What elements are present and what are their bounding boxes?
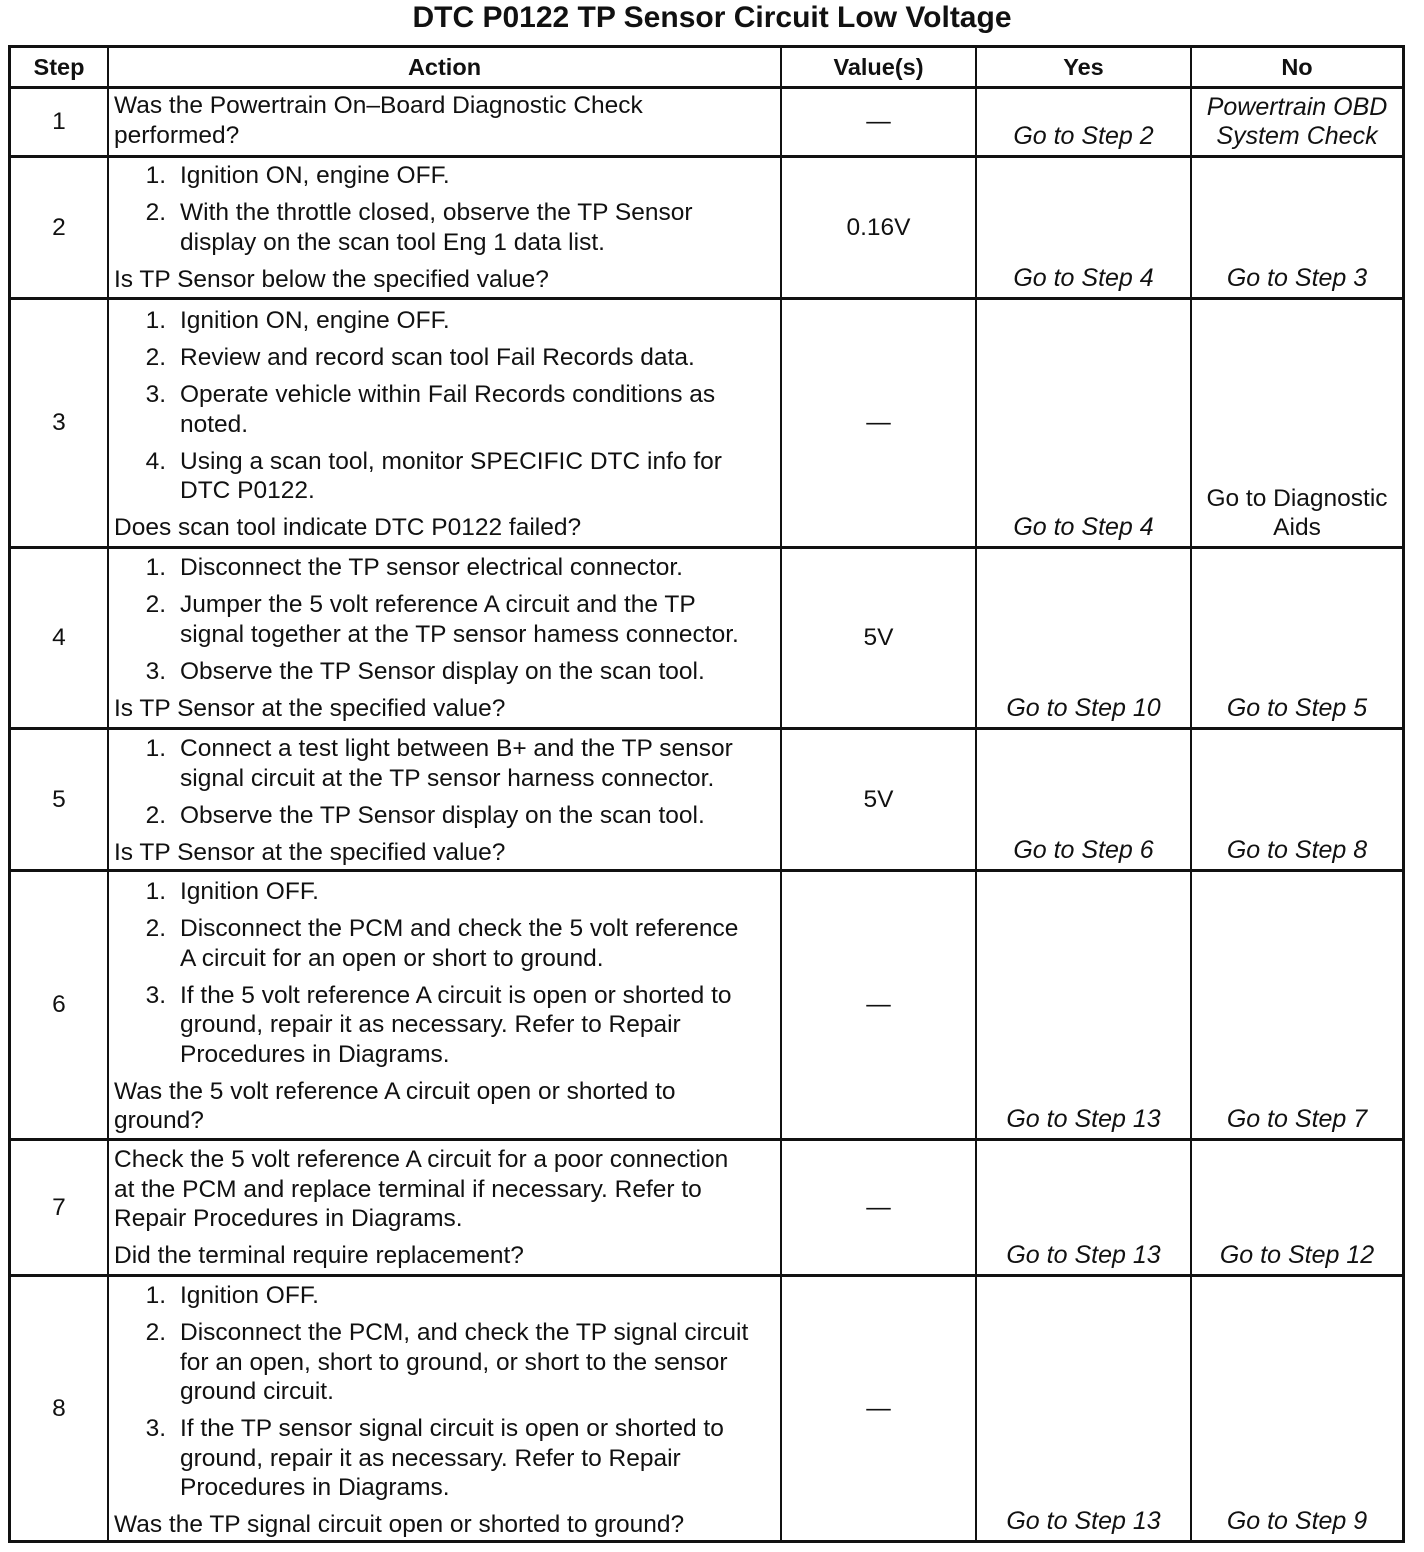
yes-result: Go to Step 13 [1006,1241,1161,1269]
action-step-number: 1. [145,735,166,762]
step-number: 7 [52,1193,66,1221]
yes-result: Go to Step 10 [1006,694,1161,722]
header-yes-label: Yes [1063,53,1104,80]
action-step [114,981,774,1070]
no-result: Go to Step 8 [1226,836,1368,864]
action-step-number: 3. [145,981,166,1009]
action-step [114,380,774,439]
header-values-label: Value(s) [833,53,924,80]
yes-result: Go to Step 4 [1013,513,1154,541]
step-cell [11,730,107,869]
action-step-text: Ignition ON, engine OFF. [180,307,450,334]
yes-cell [975,1141,1190,1274]
action-step [114,343,774,373]
header-step-label: Step [33,53,85,80]
action-step-text: Ignition ON, engine OFF. [180,162,450,189]
action-cell [107,872,780,1138]
diagnostic-table [8,45,1405,1543]
action-step-text: Disconnect the TP sensor electrical connector. [180,554,683,581]
action-cell [107,1141,780,1274]
no-cell [1190,730,1402,869]
value-cell [780,158,975,297]
no-result: Go to Step 3 [1226,264,1368,292]
action-step-text: Operate vehicle within Fail Records conditions as noted. [180,381,716,438]
step-cell [11,872,107,1138]
action-paragraph: Check the 5 volt reference A circuit for a poor connection at the PCM and replace terminal if necessary. Refer to Repair Procedures in Diagrams. [114,1146,729,1232]
table-row [11,727,1402,869]
action-step [114,553,774,583]
no-cell [1190,1141,1402,1274]
action-step-number: 1. [145,307,166,334]
no-result: Powertrain OBD System Check [1206,92,1388,150]
action-question: Was the TP signal circuit open or shorted to ground? [114,1511,685,1538]
action-cell [107,549,780,727]
yes-cell [975,1277,1190,1540]
action-step-text: Observe the TP Sensor display on the scan tool. [180,801,705,829]
table-row [11,1138,1402,1274]
no-result: Go to Step 5 [1226,694,1368,722]
step-number: 8 [52,1394,66,1422]
action-cell [107,300,780,546]
table-row [11,155,1402,297]
table-row [11,1274,1402,1540]
value-text: — [866,1394,891,1422]
value-cell [780,1141,975,1274]
value-text: — [866,991,891,1019]
table-row [11,869,1402,1138]
action-step-number: 3. [145,381,166,408]
action-step [114,914,774,973]
no-cell [1190,300,1402,546]
step-cell [11,549,107,727]
yes-result: Go to Step 6 [1013,836,1154,864]
action-cell [107,1277,780,1540]
action-step-number: 2. [145,199,166,226]
action-step [114,1281,774,1311]
action-question: Is TP Sensor at the specified value? [114,838,506,866]
action-step [114,801,774,831]
header-no-label: No [1281,53,1313,80]
action-step-number: 2. [145,1319,166,1346]
action-step-text: Review and record scan tool Fail Records data. [180,344,695,371]
yes-cell [975,300,1190,546]
yes-cell [975,730,1190,869]
step-number: 2 [52,213,66,241]
value-text: 0.16V [846,213,911,241]
step-cell [11,1277,107,1540]
action-step-text: With the throttle closed, observe the TP Sensor display on the scan tool Eng 1 data list. [180,199,693,256]
value-text: — [866,108,891,136]
yes-cell [975,872,1190,1138]
action-step-number: 1. [145,162,166,189]
step-number: 4 [52,624,66,652]
no-cell [1190,872,1402,1138]
value-cell [780,549,975,727]
action-step-number: 1. [145,554,166,581]
no-cell [1190,1277,1402,1540]
action-step-text: Ignition OFF. [180,1282,319,1309]
no-result: Go to Step 7 [1226,1105,1368,1133]
step-number: 6 [52,991,66,1019]
no-cell [1190,158,1402,297]
action-step [114,657,774,687]
action-step-text: Disconnect the PCM and check the 5 volt reference A circuit for an open or short to ground. [180,915,739,972]
table-row [11,86,1402,155]
value-text: — [866,1193,891,1221]
action-step-text: Ignition OFF. [180,878,319,905]
action-step-number: 4. [145,447,166,475]
value-text: 5V [863,624,894,652]
action-question: Did the terminal require replacement? [114,1242,524,1269]
action-cell [107,158,780,297]
action-question: Does scan tool indicate DTC P0122 failed? [114,514,582,541]
header-action-label: Action [407,53,482,80]
header-yes [975,48,1190,86]
header-row [11,48,1402,86]
no-result: Go to Diagnostic Aids [1206,484,1388,541]
action-step [114,161,774,191]
value-cell [780,730,975,869]
table-row [11,546,1402,727]
action-step-text: If the TP sensor signal circuit is open or shorted to ground, repair it as necessary. Refer to Repair Procedures in Diagrams. [180,1415,724,1501]
table-row [11,297,1402,546]
action-step-number: 3. [145,657,166,685]
step-cell [11,89,107,155]
value-text: — [866,409,891,437]
action-step [114,1414,774,1503]
yes-cell [975,549,1190,727]
action-cell [107,730,780,869]
step-number: 3 [52,409,66,437]
action-step-text: Observe the TP Sensor display on the scan tool. [180,657,705,685]
action-step-number: 2. [145,801,166,829]
header-step [11,48,107,86]
action-step-text: Jumper the 5 volt reference A circuit and the TP signal together at the TP sensor hamess connector. [180,591,739,648]
action-step [114,306,774,336]
action-question: Is TP Sensor below the specified value? [114,265,549,293]
value-cell [780,300,975,546]
action-step-number: 3. [145,1415,166,1442]
yes-result: Go to Step 4 [1013,264,1154,292]
yes-result: Go to Step 13 [1006,1105,1161,1133]
header-values [780,48,975,86]
no-result: Go to Step 9 [1226,1507,1368,1535]
header-action [107,48,780,86]
action-step-number: 2. [145,915,166,942]
step-number: 5 [52,785,66,813]
value-cell [780,89,975,155]
action-step [114,734,774,793]
action-step-text: Using a scan tool, monitor SPECIFIC DTC info for DTC P0122. [180,447,722,504]
no-cell [1190,89,1402,155]
action-step [114,198,774,257]
action-step-number: 1. [145,878,166,905]
action-step-text: If the 5 volt reference A circuit is open or shorted to ground, repair it as necessary. Refer to Repair Procedures in Diagrams. [180,981,732,1068]
action-step [114,1318,774,1407]
action-step-text: Connect a test light between B+ and the TP sensor signal circuit at the TP sensor harness connector. [180,735,733,792]
action-step [114,590,774,649]
page-title: DTC P0122 TP Sensor Circuit Low Voltage [412,1,1012,34]
action-step-number: 2. [145,344,166,371]
yes-cell [975,158,1190,297]
step-cell [11,158,107,297]
value-cell [780,872,975,1138]
action-cell [107,89,780,155]
yes-cell [975,89,1190,155]
action-step-number: 1. [145,1282,166,1309]
yes-result: Go to Step 13 [1006,1507,1161,1535]
header-no [1190,48,1402,86]
no-result: Go to Step 12 [1219,1241,1375,1269]
value-text: 5V [863,785,894,813]
value-cell [780,1277,975,1540]
action-step [114,447,774,506]
action-question: Is TP Sensor at the specified value? [114,694,506,722]
action-step-text: Disconnect the PCM, and check the TP signal circuit for an open, short to ground, or short to the sensor ground circuit. [180,1319,749,1405]
step-number: 1 [52,108,66,136]
no-cell [1190,549,1402,727]
step-cell [11,1141,107,1274]
action-question: Was the Powertrain On–Board Diagnostic Check performed? [114,92,643,149]
action-step [114,877,774,907]
yes-result: Go to Step 2 [1013,122,1154,150]
action-step-number: 2. [145,591,166,618]
step-cell [11,300,107,546]
action-question: Was the 5 volt reference A circuit open or shorted to ground? [114,1077,676,1134]
